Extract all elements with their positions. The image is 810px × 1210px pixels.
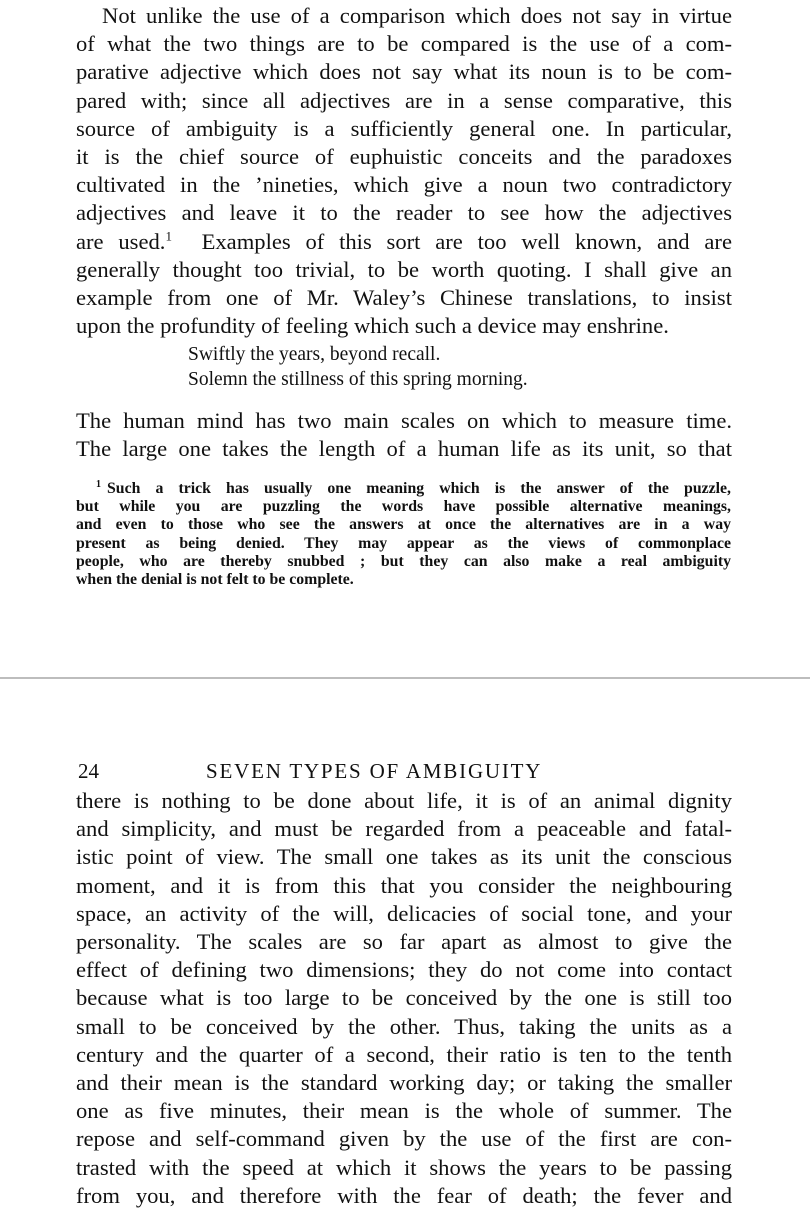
text-line: parative adjective which does not say what its noun is to be com-	[76, 59, 732, 85]
footnote-line: but while you are puzzling the words have possible alternative meanings,	[76, 498, 731, 516]
text-line: trasted with the speed at which it shows the years to be passing	[76, 1154, 732, 1180]
text-line: The large one takes the length of a human life as its unit, so that	[76, 436, 732, 462]
text-line: Not unlike the use of a comparison which does not say in virtue	[102, 3, 732, 28]
footnote-line: when the denial is not felt to be complete.	[76, 571, 354, 589]
text-line-with-footnote-ref	[76, 228, 732, 256]
text-line: there is nothing to be done about life, it is of an animal dignity	[76, 788, 732, 813]
footnote-reference: 1	[165, 228, 172, 244]
footnote-line: people, who are thereby snubbed ; but they can also make a real ambiguity	[76, 552, 731, 570]
text-line: source of ambiguity is a sufficiently general one. In particular,	[76, 115, 732, 141]
footnote-line: and even to those who see the answers at once the alternatives are in a way	[76, 516, 731, 534]
verse-line: Swiftly the years, beyond recall.	[188, 344, 441, 365]
continuation-paragraph	[76, 407, 732, 463]
text-line: and their mean is the standard working day; or taking the smaller	[76, 1070, 732, 1096]
verse-line: Solemn the stillness of this spring morning.	[188, 369, 528, 390]
main-paragraph	[76, 2, 732, 340]
footnote	[76, 480, 731, 589]
text-fragment: are used.	[76, 228, 166, 254]
footnote-line: present as being denied. They may appear as the views of commonplace	[76, 534, 731, 552]
text-line: it is the chief source of euphuistic conceits and the paradoxes	[76, 144, 732, 170]
text-line: of what the two things are to be compared is the use of a com-	[76, 31, 732, 57]
text-line: pared with; since all adjectives are in a sense comparative, this	[76, 87, 732, 113]
footnote-number: 1	[96, 478, 101, 490]
text-line: because what is too large to be conceived by the one is still too	[76, 985, 732, 1011]
text-line: moment, and it is from this that you consider the neighbouring	[76, 872, 732, 898]
text-line: example from one of Mr. Waley’s Chinese translations, to insist	[76, 285, 732, 311]
text-line: The human mind has two main scales on which to measure time.	[76, 408, 732, 433]
text-line: and simplicity, and must be regarded from a peaceable and fatal-	[76, 816, 732, 842]
lower-page-text	[76, 787, 732, 1210]
text-line: upon the profundity of feeling which such a device may enshrine.	[76, 313, 669, 339]
text-line: one as five minutes, their mean is the whole of summer. The	[76, 1098, 732, 1124]
footnote-text: Such a trick has usually one meaning which is the answer of the puzzle,	[107, 480, 731, 497]
footnote-line	[76, 480, 731, 498]
text-line: century and the quarter of a second, their ratio is ten to the tenth	[76, 1041, 732, 1067]
text-line: cultivated in the ’nineties, which give a noun two contradictory	[76, 172, 732, 198]
text-fragment: Examples of this sort are too well known, and are	[171, 228, 732, 254]
text-line: personality. The scales are so far apart as almost to give the	[76, 929, 732, 955]
running-title: SEVEN TYPES OF AMBIGUITY	[206, 759, 543, 783]
text-line: effect of defining two dimensions; they do not come into contact	[76, 957, 732, 983]
text-line: from you, and therefore with the fear of death; the fever and	[76, 1182, 732, 1208]
text-line: repose and self-command given by the use of the first are con-	[76, 1126, 732, 1152]
text-line: istic point of view. The small one takes as its unit the conscious	[76, 844, 732, 870]
text-line: generally thought too trivial, to be worth quoting. I shall give an	[76, 256, 732, 282]
text-line: space, an activity of the will, delicacies of social tone, and your	[76, 900, 732, 926]
verse-quotation	[188, 342, 528, 392]
text-line: small to be conceived by the other. Thus, taking the units as a	[76, 1013, 732, 1039]
running-head	[78, 756, 733, 786]
text-line: adjectives and leave it to the reader to see how the adjectives	[76, 200, 732, 226]
page-number: 24	[78, 759, 99, 783]
